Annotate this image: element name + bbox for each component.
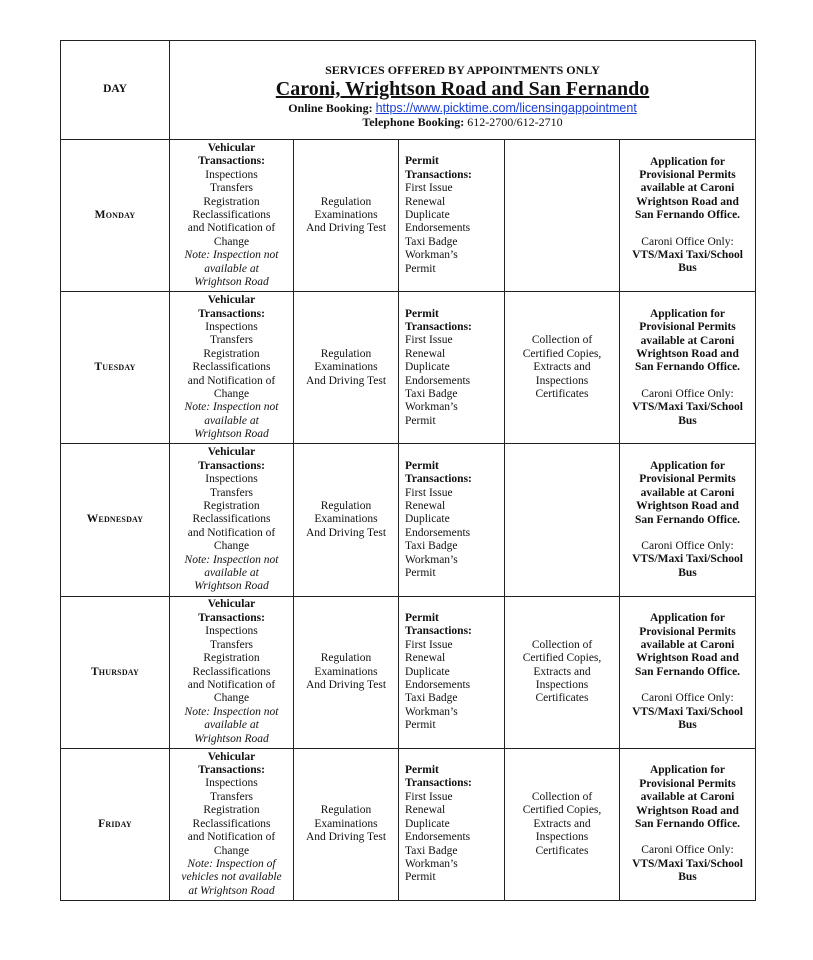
spacer xyxy=(624,679,751,692)
text-line: Wrightson Road and xyxy=(636,652,739,665)
caroni-office-only-label: Caroni Office Only: xyxy=(641,844,734,857)
inspection-note: Wrightson Road xyxy=(194,275,269,288)
text-line: Application for xyxy=(649,764,726,777)
text-line: Permit xyxy=(405,566,436,579)
inspection-note: available at xyxy=(204,414,259,427)
text-line: and Notification of xyxy=(187,678,276,691)
vehicular-heading: Vehicular xyxy=(207,446,256,459)
permit-transactions-cell xyxy=(399,140,505,292)
day-name: Tuesday xyxy=(61,292,170,444)
text-line: Renewal xyxy=(405,195,446,208)
spacer xyxy=(624,375,751,388)
text-line: Endorsements xyxy=(405,831,471,844)
text-line: VTS/Maxi Taxi/School xyxy=(632,248,743,261)
day-row xyxy=(61,292,756,444)
day-name: Thursday xyxy=(61,596,170,748)
text-line: Bus xyxy=(678,871,697,884)
text-line: Extracts and xyxy=(533,665,591,678)
text-line: Duplicate xyxy=(405,817,450,830)
day-name: Wednesday xyxy=(61,444,170,596)
regulation-exams-cell xyxy=(294,748,399,900)
text-line: Inspections xyxy=(205,625,258,638)
text-line: Inspections xyxy=(535,374,589,387)
text-line: and Notification of xyxy=(187,526,276,539)
text-line: First Issue xyxy=(405,486,453,499)
text-line: Application for xyxy=(649,155,726,168)
text-line: Wrightson Road and xyxy=(636,347,739,360)
text-line: San Fernando Office. xyxy=(634,513,741,526)
text-line: Taxi Badge xyxy=(405,844,458,857)
text-line: Change xyxy=(213,540,250,553)
permit-heading: Transactions: xyxy=(405,625,472,638)
permit-heading: Transactions: xyxy=(405,777,472,790)
text-line: First Issue xyxy=(405,334,453,347)
text-line: Collection of xyxy=(531,638,593,651)
text-line: And Driving Test xyxy=(305,831,387,844)
text-line: Workman’s xyxy=(405,553,458,566)
text-line: Workman’s xyxy=(405,705,458,718)
provisional-permits-cell xyxy=(620,444,756,596)
text-line: VTS/Maxi Taxi/School xyxy=(632,401,743,414)
regulation-exams-cell xyxy=(294,140,399,292)
text-line: Renewal xyxy=(405,804,446,817)
text-line: Transfers xyxy=(209,486,254,499)
text-line: Transfers xyxy=(209,182,254,195)
certified-copies-cell xyxy=(505,444,620,596)
text-line: Wrightson Road and xyxy=(636,195,739,208)
text-line: First Issue xyxy=(405,790,453,803)
text-line: Examinations xyxy=(314,817,378,830)
regulation-exams-cell xyxy=(294,444,399,596)
regulation-exams-cell xyxy=(294,596,399,748)
text-line: VTS/Maxi Taxi/School xyxy=(632,857,743,870)
vehicular-heading: Transactions: xyxy=(198,307,265,320)
title-block xyxy=(170,41,756,140)
text-line: Workman’s xyxy=(405,249,458,262)
inspection-note: available at xyxy=(204,719,259,732)
text-line: Certificates xyxy=(535,844,589,857)
text-line: Endorsements xyxy=(405,374,471,387)
regulation-exams-cell xyxy=(294,292,399,444)
inspection-note: Wrightson Road xyxy=(194,428,269,441)
text-line: Transfers xyxy=(209,790,254,803)
certified-copies-cell xyxy=(505,748,620,900)
text-line: Endorsements xyxy=(405,526,471,539)
spacer xyxy=(624,527,751,540)
text-line: Registration xyxy=(203,652,260,665)
telephone-numbers: 612-2700/612-2710 xyxy=(467,115,563,129)
text-line: Permit xyxy=(405,414,436,427)
text-line: Reclassifications xyxy=(192,817,271,830)
text-line: available at Caroni xyxy=(640,334,735,347)
text-line: And Driving Test xyxy=(305,374,387,387)
text-line: Permit xyxy=(405,719,436,732)
online-booking-label: Online Booking: xyxy=(288,101,373,115)
text-line: Provisional Permits xyxy=(639,625,736,638)
permit-heading: Permit xyxy=(405,307,439,320)
inspection-note: Note: Inspection not xyxy=(184,705,279,718)
text-line: Inspections xyxy=(205,777,258,790)
text-line: Inspections xyxy=(205,320,258,333)
permit-transactions-cell xyxy=(399,444,505,596)
text-line: Regulation xyxy=(320,499,372,512)
text-line: Reclassifications xyxy=(192,513,271,526)
text-line: Endorsements xyxy=(405,678,471,691)
caroni-office-only-label: Caroni Office Only: xyxy=(641,692,734,705)
text-line: Application for xyxy=(649,307,726,320)
text-line: Taxi Badge xyxy=(405,692,458,705)
text-line: Provisional Permits xyxy=(639,168,736,181)
text-line: Certified Copies, xyxy=(522,347,602,360)
header-row xyxy=(61,41,756,140)
text-line: VTS/Maxi Taxi/School xyxy=(632,553,743,566)
permit-heading: Permit xyxy=(405,459,439,472)
text-line: Regulation xyxy=(320,195,372,208)
text-line: Examinations xyxy=(314,513,378,526)
vehicular-transactions-cell xyxy=(170,140,294,292)
provisional-permits-cell xyxy=(620,748,756,900)
text-line: available at Caroni xyxy=(640,486,735,499)
provisional-permits-cell xyxy=(620,292,756,444)
inspection-note: available at xyxy=(204,566,259,579)
text-line: and Notification of xyxy=(187,222,276,235)
text-line: Transfers xyxy=(209,334,254,347)
text-line: Bus xyxy=(678,262,697,275)
text-line: Taxi Badge xyxy=(405,387,458,400)
vehicular-heading: Transactions: xyxy=(198,764,265,777)
text-line: VTS/Maxi Taxi/School xyxy=(632,705,743,718)
text-line: Reclassifications xyxy=(192,361,271,374)
text-line: Collection of xyxy=(531,790,593,803)
inspection-note: Wrightson Road xyxy=(194,732,269,745)
caroni-office-only-label: Caroni Office Only: xyxy=(641,539,734,552)
inspection-note: Note: Inspection not xyxy=(184,553,279,566)
text-line: Reclassifications xyxy=(192,208,271,221)
inspection-note: Note: Inspection not xyxy=(184,249,279,262)
text-line: available at Caroni xyxy=(640,182,735,195)
text-line: available at Caroni xyxy=(640,791,735,804)
text-line: Workman’s xyxy=(405,401,458,414)
text-line: Renewal xyxy=(405,347,446,360)
telephone-booking-label: Telephone Booking: xyxy=(362,115,465,129)
text-line: San Fernando Office. xyxy=(634,209,741,222)
text-line: Wrightson Road and xyxy=(636,500,739,513)
certified-copies-cell xyxy=(505,596,620,748)
inspection-note: vehicles not available xyxy=(181,871,282,884)
text-line: Collection of xyxy=(531,334,593,347)
day-row xyxy=(61,444,756,596)
text-line: San Fernando Office. xyxy=(634,817,741,830)
text-line: San Fernando Office. xyxy=(634,361,741,374)
text-line: Application for xyxy=(649,612,726,625)
provisional-permits-cell xyxy=(620,140,756,292)
text-line: Examinations xyxy=(314,208,378,221)
spacer xyxy=(624,223,751,236)
inspection-note: Wrightson Road xyxy=(194,580,269,593)
text-line: Certified Copies, xyxy=(522,652,602,665)
provisional-permits-cell xyxy=(620,596,756,748)
day-row xyxy=(61,140,756,292)
online-booking-link[interactable]: https://www.picktime.com/licensingappointment xyxy=(375,101,637,115)
text-line: Change xyxy=(213,235,250,248)
permit-heading: Transactions: xyxy=(405,473,472,486)
locations-title: Caroni, Wrightson Road and San Fernando xyxy=(275,78,650,100)
inspection-note: available at xyxy=(204,262,259,275)
day-name: Monday xyxy=(61,140,170,292)
permit-transactions-cell xyxy=(399,292,505,444)
text-line: Regulation xyxy=(320,804,372,817)
text-line: Reclassifications xyxy=(192,665,271,678)
text-line: Provisional Permits xyxy=(639,473,736,486)
text-line: Regulation xyxy=(320,347,372,360)
vehicular-transactions-cell xyxy=(170,292,294,444)
text-line: And Driving Test xyxy=(305,526,387,539)
vehicular-heading: Vehicular xyxy=(207,750,256,763)
permit-heading: Permit xyxy=(405,155,439,168)
text-line: and Notification of xyxy=(187,374,276,387)
text-line: Extracts and xyxy=(533,361,591,374)
vehicular-transactions-cell xyxy=(170,444,294,596)
text-line: Duplicate xyxy=(405,361,450,374)
text-line: Certified Copies, xyxy=(522,804,602,817)
vehicular-heading: Transactions: xyxy=(198,459,265,472)
vehicular-heading: Vehicular xyxy=(207,141,256,154)
text-line: Registration xyxy=(203,804,260,817)
vehicular-heading: Transactions: xyxy=(198,155,265,168)
day-row xyxy=(61,596,756,748)
text-line: Certificates xyxy=(535,692,589,705)
text-line: Change xyxy=(213,692,250,705)
text-line: Taxi Badge xyxy=(405,540,458,553)
text-line: Provisional Permits xyxy=(639,321,736,334)
day-row xyxy=(61,748,756,900)
inspection-note: Note: Inspection of xyxy=(187,857,276,870)
text-line: Bus xyxy=(678,566,697,579)
text-line: and Notification of xyxy=(187,831,276,844)
day-rows xyxy=(61,140,756,901)
text-line: Renewal xyxy=(405,499,446,512)
text-line: San Fernando Office. xyxy=(634,665,741,678)
text-line: Duplicate xyxy=(405,665,450,678)
vehicular-heading: Vehicular xyxy=(207,294,256,307)
text-line: Transfers xyxy=(209,638,254,651)
text-line: Duplicate xyxy=(405,208,450,221)
text-line: Inspections xyxy=(535,678,589,691)
caroni-office-only-label: Caroni Office Only: xyxy=(641,235,734,248)
text-line: Registration xyxy=(203,499,260,512)
text-line: And Driving Test xyxy=(305,222,387,235)
certified-copies-cell xyxy=(505,292,620,444)
text-line: Renewal xyxy=(405,652,446,665)
text-line: Registration xyxy=(203,195,260,208)
text-line: Workman’s xyxy=(405,857,458,870)
text-line: Examinations xyxy=(314,361,378,374)
inspection-note: Note: Inspection not xyxy=(184,401,279,414)
services-subtitle: SERVICES OFFERED BY APPOINTMENTS ONLY xyxy=(325,63,600,77)
permit-heading: Permit xyxy=(405,764,439,777)
permit-heading: Transactions: xyxy=(405,320,472,333)
text-line: available at Caroni xyxy=(640,638,735,651)
permit-transactions-cell xyxy=(399,596,505,748)
spacer xyxy=(624,831,751,844)
telephone-booking-line xyxy=(174,115,751,129)
vehicular-heading: Vehicular xyxy=(207,598,256,611)
text-line: Permit xyxy=(405,262,436,275)
text-line: Examinations xyxy=(314,665,378,678)
online-booking-line xyxy=(174,101,751,115)
text-line: Endorsements xyxy=(405,222,471,235)
text-line: Provisional Permits xyxy=(639,777,736,790)
day-name: Friday xyxy=(61,748,170,900)
certified-copies-cell xyxy=(505,140,620,292)
permit-transactions-cell xyxy=(399,748,505,900)
text-line: Bus xyxy=(678,718,697,731)
text-line: Extracts and xyxy=(533,817,591,830)
vehicular-heading: Transactions: xyxy=(198,611,265,624)
text-line: Inspections xyxy=(205,473,258,486)
text-line: Change xyxy=(213,844,250,857)
text-line: First Issue xyxy=(405,638,453,651)
text-line: Bus xyxy=(678,414,697,427)
text-line: Registration xyxy=(203,347,260,360)
day-column-header: DAY xyxy=(61,41,170,140)
appointment-schedule-table xyxy=(60,40,756,901)
text-line: Taxi Badge xyxy=(405,235,458,248)
inspection-note: at Wrightson Road xyxy=(188,884,275,897)
text-line: Duplicate xyxy=(405,513,450,526)
permit-heading: Transactions: xyxy=(405,168,472,181)
text-line: First Issue xyxy=(405,182,453,195)
text-line: Application for xyxy=(649,459,726,472)
vehicular-transactions-cell xyxy=(170,748,294,900)
text-line: Regulation xyxy=(320,652,372,665)
text-line: Certificates xyxy=(535,387,589,400)
text-line: Change xyxy=(213,387,250,400)
text-line: Inspections xyxy=(535,831,589,844)
caroni-office-only-label: Caroni Office Only: xyxy=(641,387,734,400)
text-line: And Driving Test xyxy=(305,678,387,691)
text-line: Inspections xyxy=(205,168,258,181)
permit-heading: Permit xyxy=(405,611,439,624)
text-line: Wrightson Road and xyxy=(636,804,739,817)
vehicular-transactions-cell xyxy=(170,596,294,748)
text-line: Permit xyxy=(405,871,436,884)
